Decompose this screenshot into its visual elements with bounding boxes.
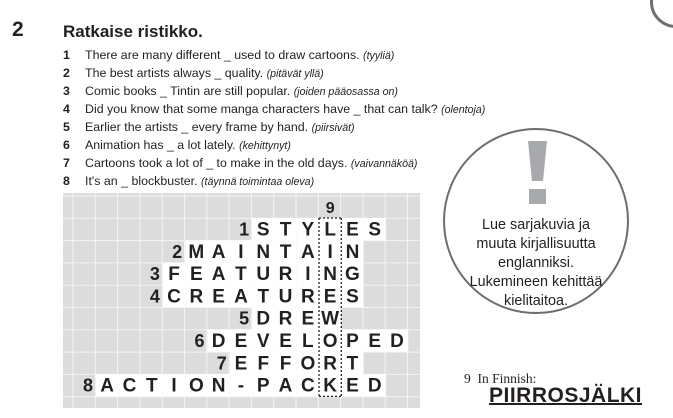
clue-hint: (tyyliä) bbox=[363, 50, 395, 62]
row-number: 2 bbox=[172, 241, 183, 262]
cell-letter: O bbox=[300, 353, 316, 375]
cell-letter: T bbox=[257, 286, 270, 308]
clue-item bbox=[63, 172, 485, 190]
clue-hint: (olentoja) bbox=[441, 104, 486, 116]
cell-letter: C bbox=[122, 375, 137, 397]
exercise-number: 2 bbox=[12, 18, 24, 41]
cell-letter: A bbox=[211, 264, 226, 286]
cell-letter: D bbox=[390, 331, 404, 352]
cell-letter: G bbox=[345, 264, 360, 286]
cell-letter: A bbox=[100, 375, 115, 397]
cell-letter: T bbox=[279, 241, 292, 263]
clue-item bbox=[63, 118, 485, 136]
cell-letter: T bbox=[235, 264, 247, 286]
cell-letter: Y bbox=[301, 219, 315, 241]
cell-letter: E bbox=[234, 353, 248, 375]
row-number: 3 bbox=[149, 264, 160, 285]
cell-letter: N bbox=[323, 264, 338, 286]
cell-letter: F bbox=[279, 353, 292, 375]
cell-letter: N bbox=[211, 375, 226, 397]
cell-letter: E bbox=[212, 286, 225, 308]
cell-letter: R bbox=[278, 308, 293, 330]
cell-letter: W bbox=[321, 308, 340, 330]
cell-letter: E bbox=[301, 308, 315, 330]
speech-bubble bbox=[443, 128, 629, 314]
cell-letter: E bbox=[346, 375, 359, 397]
cell-letter: V bbox=[256, 331, 270, 352]
clue-list bbox=[63, 46, 485, 190]
cell-letter: L bbox=[324, 219, 336, 241]
cell-letter: R bbox=[323, 353, 338, 375]
cell-letter: R bbox=[300, 286, 315, 308]
cell-letter: D bbox=[367, 375, 382, 397]
cell-letter: A bbox=[278, 375, 293, 397]
cell-letter: A bbox=[300, 241, 315, 263]
clue-text: There are many different _ used to draw cartoons. bbox=[85, 48, 360, 62]
clue-item bbox=[63, 154, 485, 172]
clue-9-number: 9 bbox=[464, 371, 471, 386]
cell-letter: A bbox=[234, 286, 248, 308]
key-column-number: 9 bbox=[325, 200, 335, 217]
cell-letter: M bbox=[188, 241, 205, 263]
cell-letter: F bbox=[257, 353, 270, 375]
cell-letter: O bbox=[322, 331, 338, 352]
clue-text: Cartoons took a lot of _ to make in the old days. bbox=[85, 156, 348, 170]
clue-number: 1 bbox=[63, 48, 70, 62]
clue-9-label: In Finnish: bbox=[477, 371, 537, 386]
crossword-svg bbox=[63, 193, 420, 408]
cell-letter: E bbox=[279, 331, 292, 352]
cell-letter: T bbox=[346, 353, 359, 375]
crossword-grid[interactable] bbox=[63, 193, 420, 408]
cell-letter: S bbox=[256, 219, 270, 241]
clue-hint: (joiden pääosassa on) bbox=[293, 86, 398, 98]
cell-letter: R bbox=[189, 286, 204, 308]
cell-letter: C bbox=[300, 375, 315, 397]
clue-text: Earlier the artists _ every frame by hand. bbox=[85, 120, 309, 134]
clue-number: 8 bbox=[63, 174, 70, 188]
cell-letter: P bbox=[256, 375, 270, 397]
cell-letter: N bbox=[345, 241, 360, 263]
row-number: 7 bbox=[216, 353, 227, 374]
clue-item bbox=[63, 82, 485, 100]
cell-letter: I bbox=[238, 241, 244, 263]
cell-letter: E bbox=[234, 331, 248, 352]
cell-letter: U bbox=[256, 264, 271, 286]
clue-number: 3 bbox=[63, 84, 70, 98]
cell-letter: O bbox=[188, 375, 204, 397]
cell-letter: L bbox=[302, 331, 314, 352]
clue-hint: (täynnä toimintaa oleva) bbox=[201, 176, 315, 188]
row-number: 6 bbox=[194, 331, 205, 351]
row-number: 5 bbox=[239, 308, 250, 329]
clue-text: The best artists always _ quality. bbox=[85, 66, 264, 80]
clue-item bbox=[63, 136, 485, 154]
clue-hint: (kehittynyt) bbox=[239, 140, 291, 152]
clue-number: 2 bbox=[63, 66, 70, 80]
row-number: 1 bbox=[239, 219, 250, 240]
clue-item bbox=[63, 46, 485, 64]
exercise-title: Ratkaise ristikko. bbox=[63, 22, 203, 41]
cell-letter: F bbox=[168, 264, 180, 286]
clue-hint: (vaivannäköä) bbox=[350, 158, 418, 170]
cell-letter: S bbox=[346, 286, 359, 308]
clue-number: 5 bbox=[63, 120, 70, 134]
cell-letter: E bbox=[323, 286, 337, 308]
cell-letter: C bbox=[167, 286, 181, 308]
cell-letter: E bbox=[368, 331, 382, 352]
clue-hint: (piirsivät) bbox=[311, 122, 355, 134]
clue-number: 4 bbox=[63, 102, 70, 116]
cell-letter: R bbox=[278, 264, 293, 286]
clue-number: 6 bbox=[63, 138, 70, 152]
cell-letter: I bbox=[327, 241, 333, 263]
cell-letter: I bbox=[305, 264, 311, 286]
clue-text: It's an _ blockbuster. bbox=[85, 174, 198, 188]
cell-letter: - bbox=[237, 375, 245, 397]
clue-text: Animation has _ a lot lately. bbox=[85, 138, 236, 152]
cell-letter: T bbox=[145, 375, 158, 397]
cell-letter: K bbox=[323, 375, 338, 397]
cell-letter: A bbox=[211, 241, 226, 263]
cell-letter: N bbox=[256, 241, 271, 263]
bubble-text: Lue sarjakuvia ja muuta kirjallisuutta englanniksi. Lukemineen kehittää kielitaitoa. bbox=[469, 217, 603, 309]
clue-9-answer: PIIRROSJÄLKI bbox=[489, 384, 643, 407]
clue-text: Comic books _ Tintin are still popular. bbox=[85, 84, 291, 98]
clue-hint: (pitävät yllä) bbox=[266, 68, 324, 80]
cell-letter: D bbox=[211, 331, 226, 352]
cell-letter: S bbox=[368, 219, 382, 241]
cell-letter: P bbox=[346, 331, 359, 352]
clue-item bbox=[63, 100, 485, 118]
clue-text: Did you know that some manga characters have _ that can talk? bbox=[85, 102, 438, 116]
row-number: 8 bbox=[82, 375, 93, 396]
clue-item bbox=[63, 64, 485, 82]
cell-letter: E bbox=[346, 219, 359, 241]
cell-letter: T bbox=[279, 219, 292, 241]
cell-letter: I bbox=[171, 375, 177, 397]
row-number: 4 bbox=[149, 286, 160, 307]
clue-number: 7 bbox=[63, 156, 70, 170]
corner-badge-circle bbox=[650, 0, 673, 28]
cell-letter: E bbox=[190, 264, 203, 286]
cell-letter: D bbox=[256, 308, 271, 330]
cell-letter: U bbox=[278, 286, 293, 308]
